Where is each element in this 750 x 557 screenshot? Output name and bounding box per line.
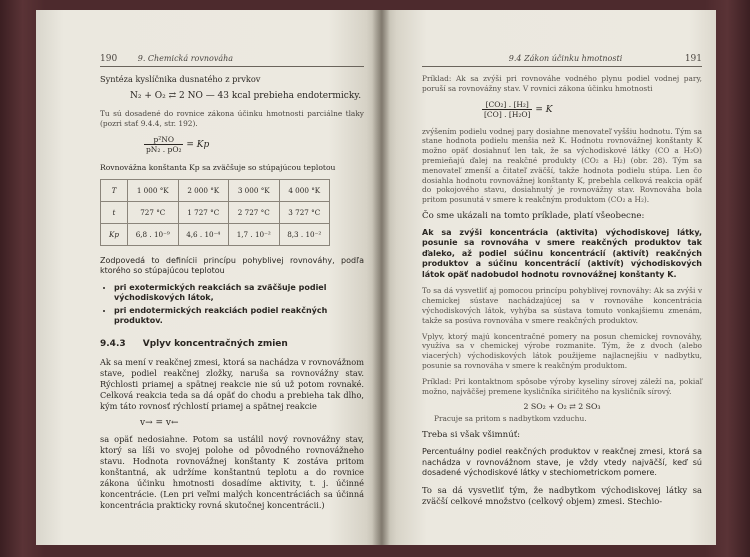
table-cell: 8,3 . 10⁻² — [279, 223, 330, 245]
k-equation — [482, 100, 702, 119]
table-row-head: t — [101, 201, 128, 223]
right-header-rule — [422, 66, 702, 67]
left-page-number: 190 — [100, 54, 118, 64]
kp-denominator: pN₂ . pO₂ — [146, 144, 182, 154]
kp-numerator: p²NO — [144, 135, 183, 145]
right-page — [380, 10, 716, 545]
section-title: Vplyv koncentračných zmien — [142, 338, 288, 349]
table-cell: 1 727 °C — [178, 201, 229, 223]
rule-paragraph: Ak sa zvýši koncentrácia (aktivita) východiskovej látky, posunie sa rovnováha v smere reakčných produktov tak ďaleko, až podiel súčinu koncentrácií (aktivít) reakčných produktov a súčinu koncentrácií (aktivít) východiskových látok opäť nadobudol hodnotu rovnovážnej konštanty K. — [422, 227, 702, 279]
table-row — [101, 201, 330, 223]
table-row-head: Kp — [101, 223, 128, 245]
table-cell: 6,8 . 10⁻⁹ — [128, 223, 179, 245]
equation: N₂ + O₂ ⇄ 2 NO — 43 kcal prebieha endotermicky. — [130, 91, 362, 101]
table-row — [101, 223, 330, 245]
table-cell: 1,7 . 10⁻² — [229, 223, 280, 245]
paragraph: Tu sú dosadené do rovnice zákona účinku hmotnosti parciálne tlaky (pozri stať 9.4.4, str. 192). — [100, 109, 364, 128]
bullet-list — [100, 283, 364, 327]
kp-rhs: = Kp — [186, 139, 210, 150]
paragraph: Čo sme ukázali na tomto príklade, platí všeobecne: — [422, 210, 645, 221]
paragraph: Zodpovedá to definícii princípu pohyblivej rovnováhy, podľa ktorého so stúpajúcou teplotou — [100, 255, 364, 276]
section-number: 9.4.3 — [100, 338, 126, 349]
example-paragraph: Príklad: Ak sa zvýši pri rovnováhe vodného plynu podiel vodnej pary, poruší sa rovnovážny stav. V rovnici zákona účinku hmotnosti — [422, 74, 702, 93]
k-numerator: [CO₂] . [H₂] — [482, 100, 532, 110]
rule-paragraph: Percentuálny podiel reakčných produktov v reakčnej zmesi, ktorá sa nachádza v rovnovážnom stave, je vždy vtedy najväčší, keď sú dosadené východiskové látky v stechiometrickom pomere. — [422, 447, 702, 478]
small-paragraph: Vplyv, ktorý majú koncentračné pomery na posun chemickej rovnováhy, využíva sa v chemickej výrobe rozmanite. Tým, že z dvoch (alebo viacerých) východiskových látok použijeme najlacnejšiu v nadbytku, posunie sa rovnováha v smere k reakčným produktom. — [422, 331, 702, 371]
table-cell: 3 727 °C — [279, 201, 330, 223]
paragraph: Ak sa mení v reakčnej zmesi, ktorá sa nachádza v rovnovážnom stave, podiel reakčnej zložky, naruša sa rovnovážny stav. Rýchlosti priamej a spätnej reakcie nie sú už potom rovnaké. Celková reakcia teda sa dá opäť do chodu a prebieha tak dlho, kým táto rovnosť rýchlostí priamej a spätnej reakcie — [100, 356, 364, 411]
table-cell: 4 000 °K — [279, 179, 330, 201]
table-row-head: T — [101, 179, 128, 201]
so2-equation: 2 SO₂ + O₂ ⇄ 2 SO₃ — [523, 402, 601, 412]
right-content — [422, 74, 702, 513]
table-cell: 1 000 °K — [128, 179, 179, 201]
table-cell: 727 °C — [128, 201, 179, 223]
left-running-title: 9. Chemická rovnováha — [137, 54, 234, 63]
k-denominator: [CO] . [H₂O] — [484, 109, 531, 119]
kp-equation — [144, 135, 364, 154]
right-page-number: 191 — [684, 54, 702, 64]
table-cell: 2 727 °C — [229, 201, 280, 223]
paragraph: sa opäť nedosiahne. Potom sa ustálil nový rovnovážny stav, ktorý sa líši vo svojej polohe od pôvodného rovnovážneho stavu. Hodnota rovnovážnej konštanty K zostáva pritom konštantná, ak udržíme konštantnú teplotu a do rovnice zákona účinku hmotnosti dosadíme aktivity, t. j. účinné koncentrácie. (Len pri veľmi malých koncentráciách sa účinná koncentrácia prakticky rovná skutočnej koncentrácii.) — [100, 433, 364, 510]
list-item: • pri exotermických reakciách sa zväčšuje podiel východiskových látok, — [114, 283, 364, 304]
table-cell: 2 000 °K — [178, 179, 229, 201]
paragraph: Syntéza kyslíčnika dusnatého z prvkov — [100, 74, 261, 84]
list-item: • pri endotermických reakciách podiel reakčných produktov. — [114, 306, 364, 327]
example-paragraph: zvýšením podielu vodnej pary dosiahne menovateľ vyššiu hodnotu. Tým sa stane hodnota podielu menšia než K. Hodnotu rovnovážnej konštanty K možno opäť dosiahnuť len tak, že sa východiskové látky (CO a H₂O) premieňajú ďalej na reakčné produkty (CO₂ a H₂) (obr. 28). Tým sa menovateľ zmenší a čitateľ zväčší, takže hodnota podielu stúpa. Len čo dosiahla hodnotu rovnovážnej konštanty K, prebehla celková reakcia opäť do pokojového stavu, dosiahnutý je rovnovážny stav. Rovnováha bola pritom posunutá v smere k reakčným produktom (CO₂ a H₂). — [422, 126, 702, 205]
paragraph: To sa dá vysvetliť tým, že nadbytkom východiskovej látky sa zväčší celkové množstvo (celkový objem) zmesi. Stechio- — [422, 484, 702, 506]
k-rhs: = K — [535, 104, 553, 115]
right-running-head — [422, 54, 702, 64]
left-content — [100, 74, 364, 517]
table-cell: 3 000 °K — [229, 179, 280, 201]
left-page — [36, 10, 380, 545]
small-paragraph: To sa dá vysvetliť aj pomocou princípu pohyblivej rovnováhy: Ak sa zvýši v chemickej sústave nachádzajúcej sa v rovnováhe koncentrácia východiskových látok, vyhýba sa sústava tomuto vonkajšiemu zmenám, takže sa posúva rovnováha v smere reakčných produktov. — [422, 286, 702, 325]
paragraph: Rovnovážna konštanta Kp sa zväčšuje so stúpajúcou teplotou — [100, 162, 336, 172]
example-paragraph: Príklad: Pri kontaktnom spôsobe výroby kyseliny sírovej záleží na, pokiaľ možno, najväčšej premene kysličníka siričitého na kysličník sírový. — [422, 376, 702, 396]
rate-equality: v→ = v← — [140, 417, 179, 428]
section-heading — [100, 339, 364, 349]
kp-table — [100, 179, 330, 246]
left-header-rule — [100, 66, 364, 67]
table-cell: 4,6 . 10⁻⁴ — [178, 223, 229, 245]
example-paragraph: Pracuje sa pritom s nadbytkom vzduchu. — [434, 414, 587, 424]
left-running-head — [100, 54, 364, 64]
table-row — [101, 179, 330, 201]
right-running-title: 9.4 Zákon účinku hmotnosti — [508, 54, 623, 63]
paragraph: Treba si však všimnúť: — [422, 430, 521, 441]
